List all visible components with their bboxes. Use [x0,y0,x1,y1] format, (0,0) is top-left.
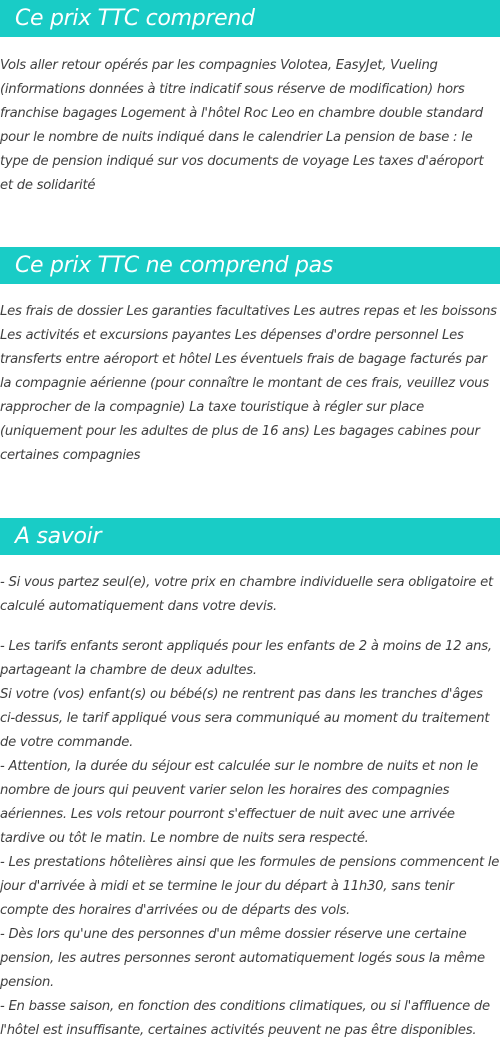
section-title-included: Ce prix TTC comprend [15,6,255,31]
not-included-text: Les frais de dossier Les garanties facultatives Les autres repas et les boissons Les activités et excursions payantes Les dépenses d'ordre personnel Les transferts entre aéroport et hôtel Les éventuels frais de bagage facturés par la compagnie aérienne (pour connaître le montant de ces frais, veuillez vous rapprocher de la compagnie) La taxe touristique à régler sur place (uniquement pour les adultes de plus de 16 ans) Les bagages cabines pour certaines compagnies [0,304,497,463]
section-header-good-to-know [0,518,500,555]
info-paragraph: - Si vous partez seul(e), votre prix en chambre individuelle sera obligatoire et calculé automatiquement dans votre devis. [0,575,493,614]
section-header-included [0,0,500,37]
section-header-not-included [0,247,500,284]
section-title-good-to-know: A savoir [15,524,102,549]
info-paragraph: - Dès lors qu'une des personnes d'un même dossier réserve une certaine pension, les autres personnes seront automatiquement logés sous la même pension. [0,927,485,990]
info-paragraph: - Les prestations hôtelières ainsi que les formules de pensions commencent le jour d'arrivée à midi et se termine le jour du départ à 11h30, sans tenir compte des horaires d'arrivées ou de départs des vols. [0,855,500,918]
info-paragraph: Si votre (vos) enfant(s) ou bébé(s) ne rentrent pas dans les tranches d'âges ci-dessus, le tarif appliqué vous sera communiqué au moment du traitement de votre commande. [0,687,490,750]
info-paragraph: - Les tarifs enfants seront appliqués pour les enfants de 2 à moins de 12 ans, partageant la chambre de deux adultes. [0,639,492,678]
included-text: Vols aller retour opérés par les compagnies Volotea, EasyJet, Vueling (informations données à titre indicatif sous réserve de modification) hors franchise bagages Logement à l'hôtel Roc Leo en chambre double standard pour le nombre de nuits indiqué dans le calendrier La pension de base : le type de pension indiqué sur vos documents de voyage Les taxes d'aéroport et de solidarité [0,58,484,193]
info-paragraph: - En basse saison, en fonction des conditions climatiques, ou si l'affluence de l'hôtel est insuffisante, certaines activités peuvent ne pas être disponibles. [0,999,490,1038]
section-body-included [0,54,500,198]
section-body-good-to-know [0,571,500,1043]
section-title-not-included: Ce prix TTC ne comprend pas [15,253,333,278]
section-body-not-included [0,300,500,468]
info-paragraph: - Attention, la durée du séjour est calculée sur le nombre de nuits et non le nombre de jours qui peuvent varier selon les horaires des compagnies aériennes. Les vols retour pourront s'effectuer de nuit avec une arrivée tardive ou tôt le matin. Le nombre de nuits sera respecté. [0,759,479,846]
